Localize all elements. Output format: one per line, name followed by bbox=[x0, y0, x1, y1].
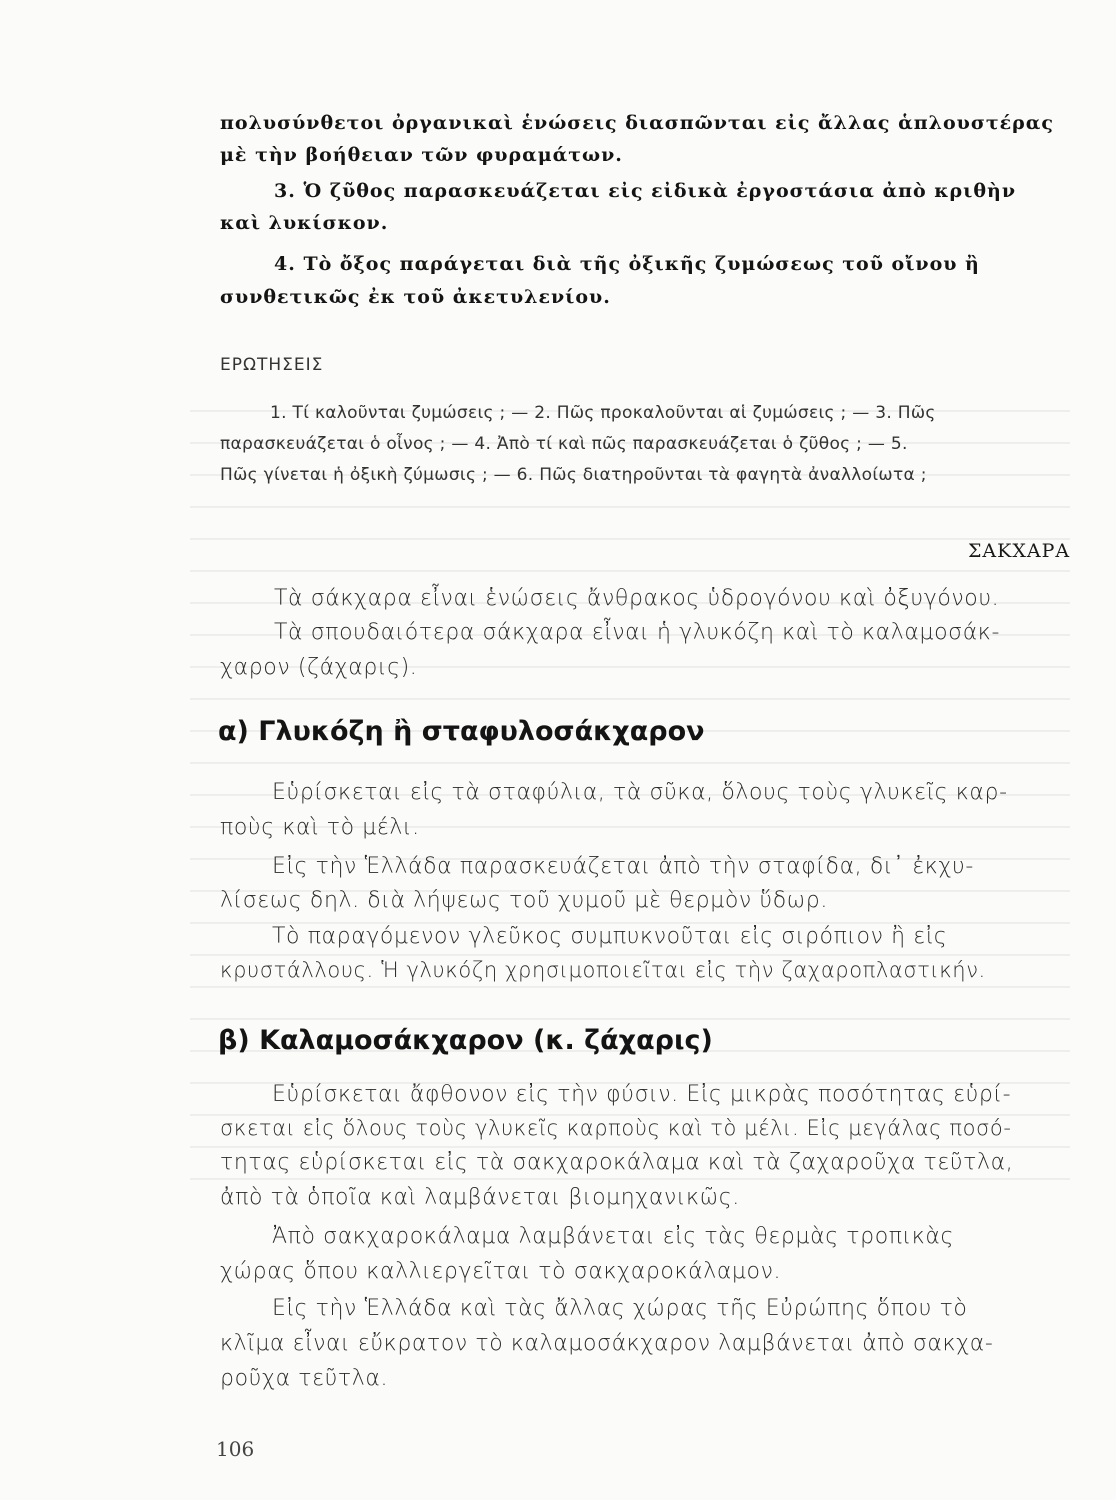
cane-sugar-line: Εὑρίσκεται ἄφθονον εἰς τὴν φύσιν. Εἰς μικρὰς ποσότητας εὑρί- bbox=[272, 1082, 1012, 1107]
questions-heading: ΕΡΩΤΗΣΕΙΣ bbox=[220, 355, 324, 375]
bold-line: πολυσύνθετοι ὀργανικαὶ ἑνώσεις διασπῶνται εἰς ἄλλας ἁπλουστέρας bbox=[220, 112, 1054, 134]
page-number: 106 bbox=[216, 1437, 255, 1461]
glucose-line: Τὸ παραγόμενον γλεῦκος συμπυκνοῦται εἰς σιρόπιον ἢ εἰς bbox=[272, 924, 948, 949]
question-line: 1. Τί καλοῦνται ζυμώσεις ; — 2. Πῶς προκαλοῦνται αἱ ζυμώσεις ; — 3. Πῶς bbox=[270, 403, 936, 423]
intro-line: Τὰ σάκχαρα εἶναι ἑνώσεις ἄνθρακος ὑδρογόνου καὶ ὀξυγόνου. bbox=[274, 586, 1000, 611]
bold-line: 3. Ὁ ζῦθος παρασκευάζεται εἰς εἰδικὰ ἐργοστάσια ἀπὸ κριθὴν bbox=[274, 180, 1017, 202]
glucose-line: Εὑρίσκεται εἰς τὰ σταφύλια, τὰ σῦκα, ὅλους τοὺς γλυκεῖς καρ- bbox=[272, 780, 1008, 805]
glucose-line: λίσεως δηλ. διὰ λήψεως τοῦ χυμοῦ μὲ θερμὸν ὕδωρ. bbox=[220, 888, 828, 913]
bold-line: καὶ λυκίσκον. bbox=[220, 212, 389, 234]
cane-sugar-line: ροῦχα τεῦτλα. bbox=[220, 1366, 389, 1391]
bold-line: μὲ τὴν βοήθειαν τῶν φυραμάτων. bbox=[220, 144, 623, 166]
subheading-cane-sugar: β) Καλαμοσάκχαρον (κ. ζάχαρις) bbox=[218, 1025, 713, 1056]
cane-sugar-line: Ἀπὸ σακχαροκάλαμα λαμβάνεται εἰς τὰς θερμὰς τροπικὰς bbox=[272, 1224, 955, 1249]
cane-sugar-line: κλῖμα εἶναι εὔκρατον τὸ καλαμοσάκχαρον λαμβάνεται ἀπὸ σακχα- bbox=[220, 1331, 994, 1356]
cane-sugar-line: τητας εὑρίσκεται εἰς τὰ σακχαροκάλαμα καὶ τὰ ζαχαροῦχα τεῦτλα, bbox=[220, 1150, 1014, 1175]
question-line: παρασκευάζεται ὁ οἶνος ; — 4. Ἀπὸ τί καὶ πῶς παρασκευάζεται ὁ ζῦθος ; — 5. bbox=[220, 434, 908, 454]
section-title: ΣΑΚΧΑΡΑ bbox=[968, 540, 1071, 562]
cane-sugar-line: Εἰς τὴν Ἑλλάδα καὶ τὰς ἄλλας χώρας τῆς Εὐρώπης ὅπου τὸ bbox=[272, 1296, 968, 1321]
bold-line: 4. Τὸ ὄξος παράγεται διὰ τῆς ὀξικῆς ζυμώσεως τοῦ οἴνου ἢ bbox=[274, 253, 980, 275]
glucose-line: κρυστάλλους. Ἡ γλυκόζη χρησιμοποιεῖται εἰς τὴν ζαχαροπλαστικήν. bbox=[220, 958, 986, 982]
question-line: Πῶς γίνεται ἡ ὀξικὴ ζύμωσις ; — 6. Πῶς διατηροῦνται τὰ φαγητὰ ἀναλλοίωτα ; bbox=[220, 465, 927, 485]
glucose-line: ποὺς καὶ τὸ μέλι. bbox=[220, 815, 420, 840]
cane-sugar-line: ἀπὸ τὰ ὁποῖα καὶ λαμβάνεται βιομηχανικῶς. bbox=[220, 1185, 740, 1210]
intro-line: Τὰ σπουδαιότερα σάκχαρα εἶναι ἡ γλυκόζη καὶ τὸ καλαμοσάκ- bbox=[274, 620, 1000, 645]
glucose-line: Εἰς τὴν Ἑλλάδα παρασκευάζεται ἀπὸ τὴν σταφίδα, δι᾽ ἐκχυ- bbox=[272, 854, 974, 879]
bold-line: συνθετικῶς ἐκ τοῦ ἀκετυλενίου. bbox=[220, 286, 611, 308]
subheading-glucose: α) Γλυκόζη ἢ σταφυλοσάκχαρον bbox=[218, 716, 705, 747]
cane-sugar-line: χώρας ὅπου καλλιεργεῖται τὸ σακχαροκάλαμον. bbox=[220, 1259, 782, 1284]
intro-line: χαρον (ζάχαρις). bbox=[220, 655, 418, 680]
cane-sugar-line: σκεται εἰς ὅλους τοὺς γλυκεῖς καρποὺς καὶ τὸ μέλι. Εἰς μεγάλας ποσό- bbox=[220, 1116, 1012, 1140]
